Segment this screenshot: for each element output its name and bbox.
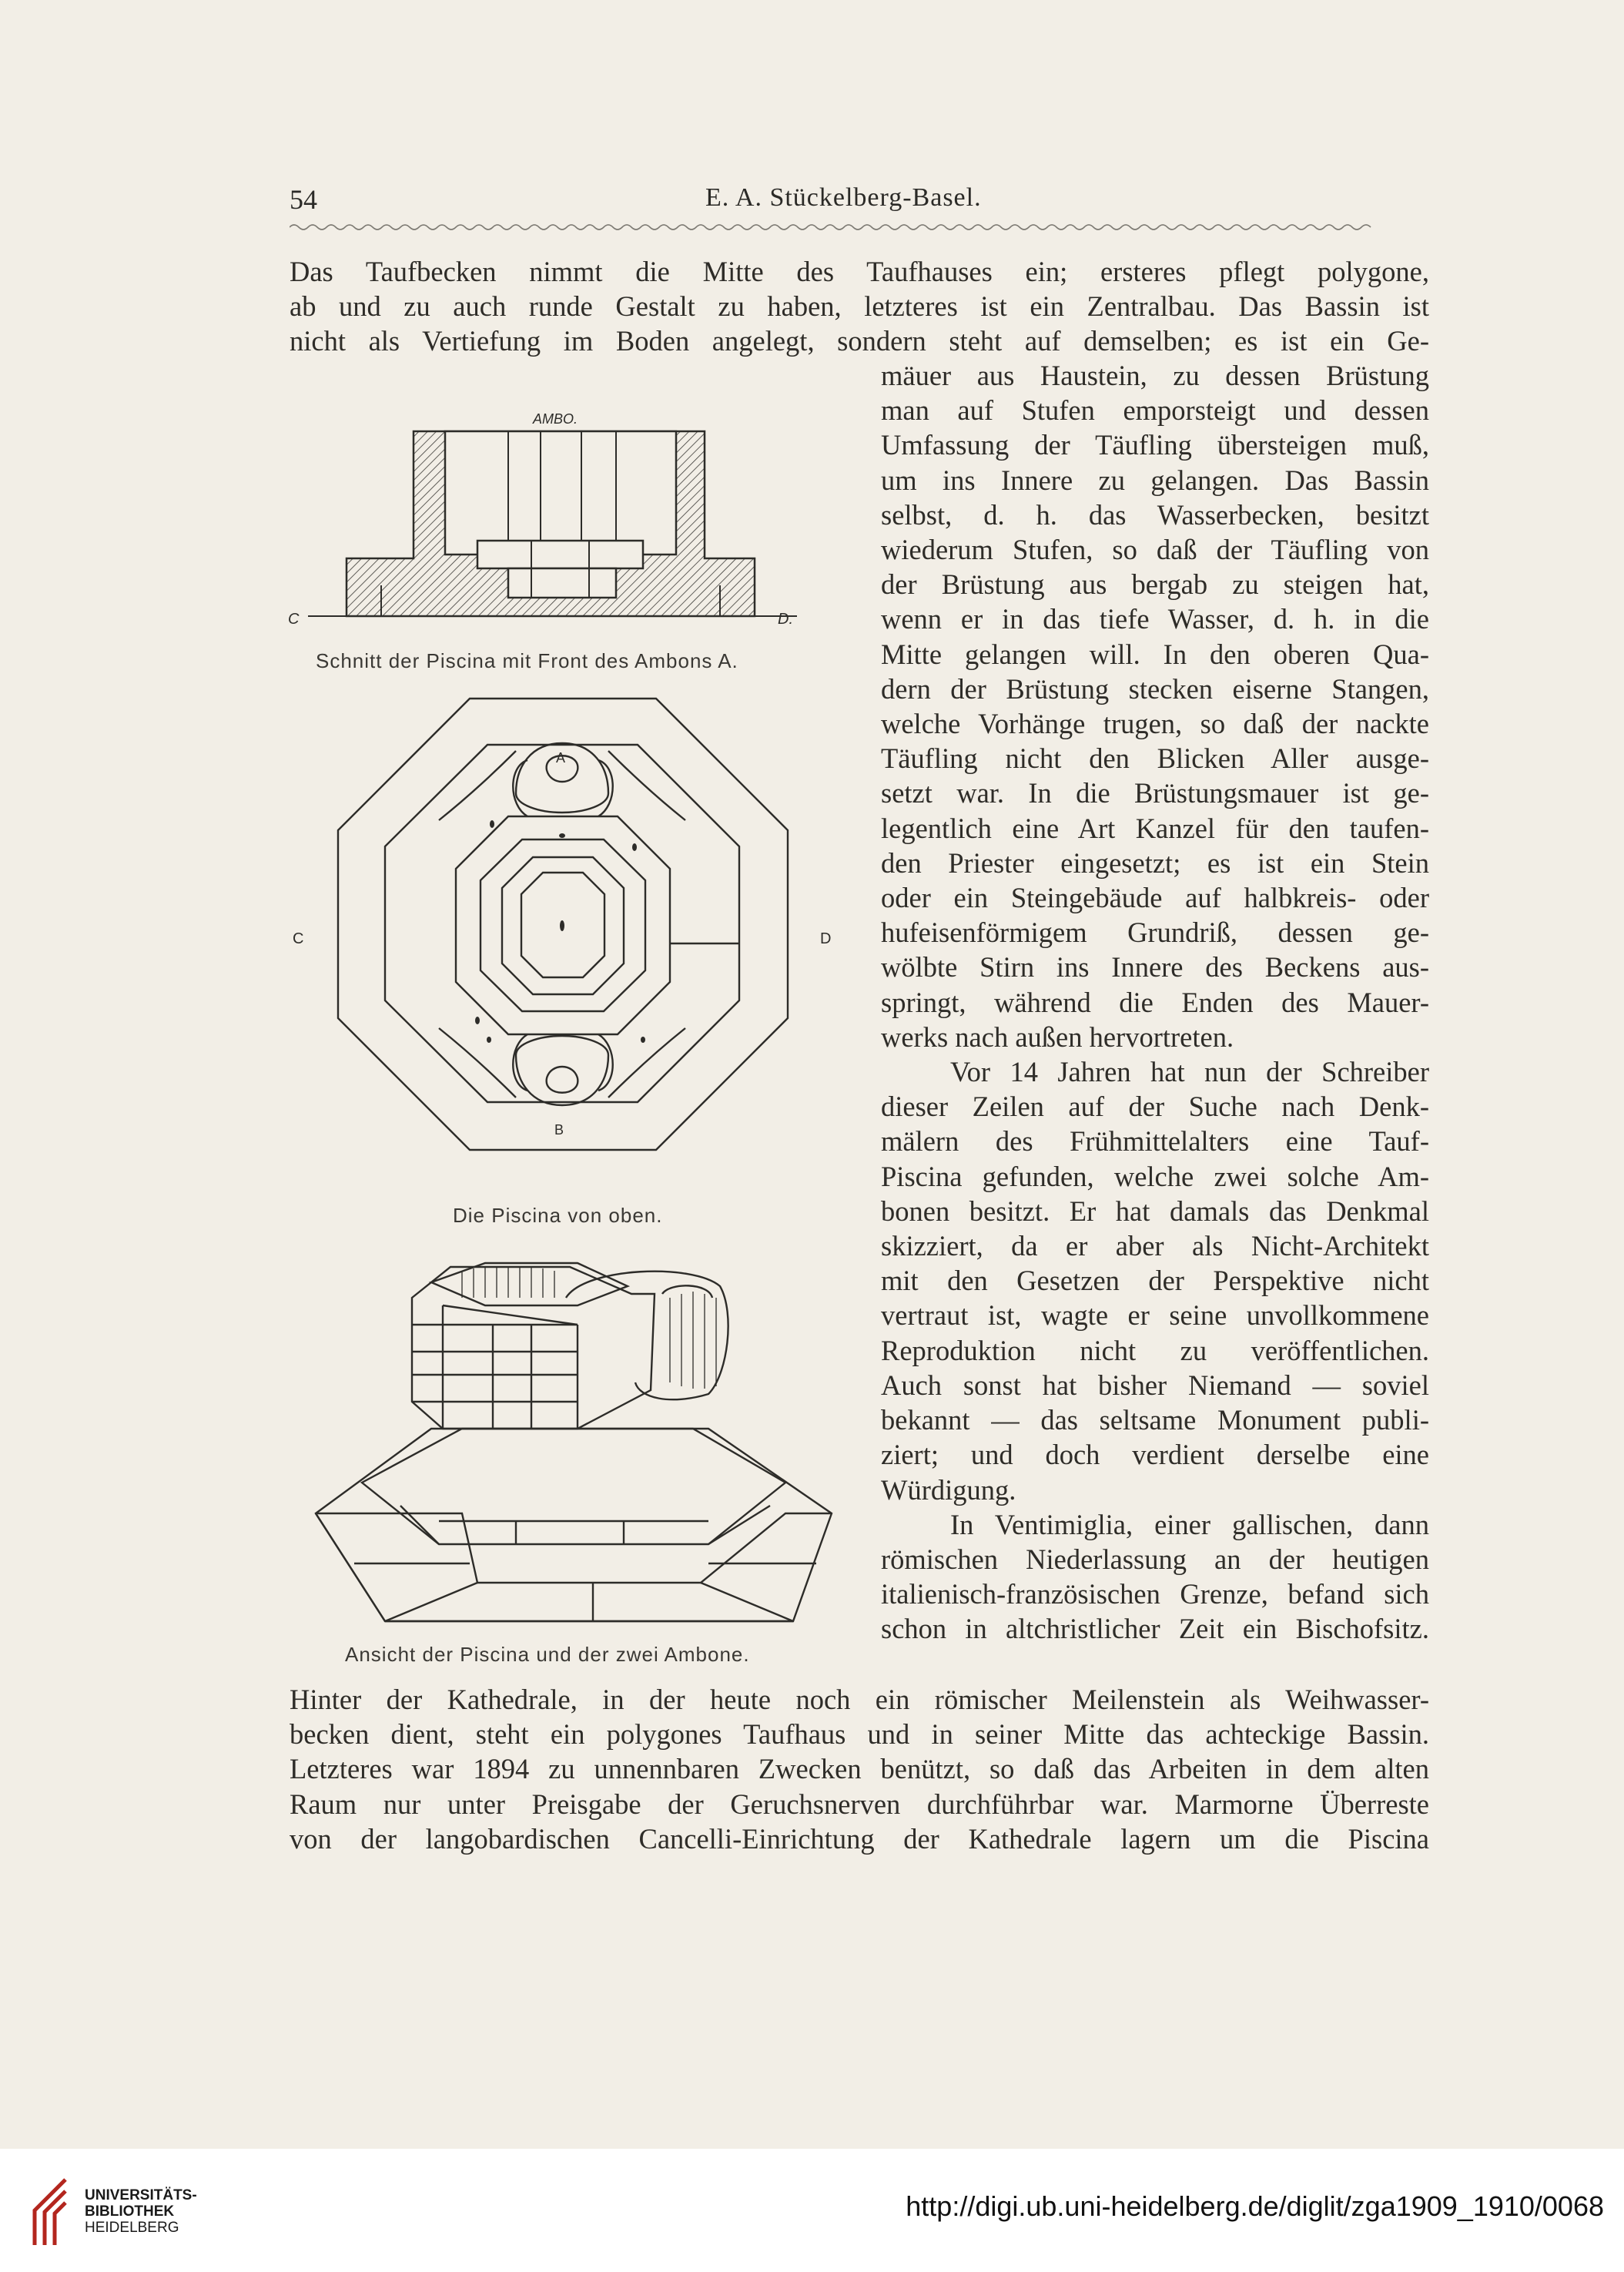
text-line: um ins Innere zu gelangen. Das Bassin [881, 464, 1429, 496]
text-line: Täufling nicht den Blicken Aller ausge- [881, 742, 1429, 775]
text-line: nicht als Vertiefung im Boden angelegt, sondern steht auf demselben; es ist ein Ge- [290, 325, 1429, 357]
perspective-drawing [308, 1252, 847, 1637]
text-line: bonen besitzt. Er hat damals das Denkmal [881, 1195, 1429, 1227]
library-name [85, 2187, 197, 2236]
text-line: wölbte Stirn ins Innere des Beckens aus- [881, 951, 1429, 984]
closing-paragraph [290, 1682, 1429, 1856]
caption-view: Ansicht der Piscina und der zwei Ambone. [345, 1643, 750, 1666]
text-line: ziert; und doch verdient derselbe eine [881, 1439, 1429, 1471]
text-line: Raum nur unter Preisgabe der Geruchsnerven durchführbar war. Marmorne Überreste [290, 1788, 1429, 1820]
text-line: dern der Brüstung stecken eiserne Stangen, [881, 672, 1429, 705]
text-line: skizziert, da er aber als Nicht-Architekt [881, 1230, 1429, 1262]
text-line: welche Vorhänge trugen, so daß der nackte [881, 708, 1429, 740]
text-line: springt, während die Enden des Mauer- [881, 986, 1429, 1018]
text-line: von der langobardischen Cancelli-Einrichtung der Kathedrale lagern um die Piscina [290, 1822, 1429, 1855]
text-line: der Brüstung aus bergab zu steigen hat, [881, 568, 1429, 601]
text-line: mälern des Frühmittelalters eine Tauf- [881, 1125, 1429, 1158]
label-d: D [820, 930, 832, 947]
text-line: mit den Gesetzen der Perspektive nicht [881, 1265, 1429, 1297]
university-library-logo-icon [23, 2172, 77, 2249]
running-title: E. A. Stückelberg-Basel. [705, 183, 982, 212]
text-line: bekannt — das seltsame Monument publi- [881, 1404, 1429, 1436]
section-drawing [285, 408, 824, 639]
text-line: dieser Zeilen auf der Suche nach Denk- [881, 1091, 1429, 1123]
text-line: wiederum Stufen, so daß der Täufling von [881, 534, 1429, 566]
label-a: A [556, 750, 566, 766]
text-line: legentlich eine Art Kanzel für den taufen- [881, 812, 1429, 844]
text-line: becken dient, steht ein polygones Taufhaus und in seiner Mitte das achteckige Bassin. [290, 1718, 1429, 1751]
text-line: man auf Stufen emporsteigt und dessen [881, 394, 1429, 427]
text-line: oder ein Steingebäude auf halbkreis- oder [881, 882, 1429, 914]
plan-drawing [285, 689, 839, 1198]
text-line: römischen Niederlassung an der heutigen [881, 1543, 1429, 1575]
caption-plan: Die Piscina von oben. [453, 1204, 663, 1227]
header-rule [290, 222, 1429, 233]
text-line: Piscina gefunden, welche zwei solche Am- [881, 1160, 1429, 1192]
page-number: 54 [290, 184, 317, 215]
text-line: mäuer aus Haustein, zu dessen Brüstung [881, 360, 1429, 391]
label-c: C [293, 930, 304, 947]
caption-section: Schnitt der Piscina mit Front des Ambons A. [316, 649, 738, 672]
text-line: wenn er in das tiefe Wasser, d. h. in die [881, 603, 1429, 635]
label-d: D. [778, 611, 793, 628]
text-line: ab und zu auch runde Gestalt zu haben, letzteres ist ein Zentralbau. Das Bassin ist [290, 290, 1429, 323]
label-b: B [554, 1122, 564, 1138]
text-line: werks nach außen hervortreten. [881, 1020, 1234, 1053]
text-line: vertraut ist, wagte er seine unvollkommene [881, 1299, 1429, 1332]
text-line: Mitte gelangen will. In den oberen Qua- [881, 638, 1429, 670]
text-line: selbst, d. h. das Wasserbecken, besitzt [881, 498, 1429, 531]
label-c: C [288, 611, 300, 628]
text-line: Würdigung. [881, 1473, 1016, 1506]
library-name-line: BIBLIOTHEK [85, 2203, 175, 2220]
library-name-line: UNIVERSITÄTS- [85, 2187, 197, 2203]
text-line: Letzteres war 1894 zu unnennbaren Zwecken benützt, so daß das Arbeiten in dem alten [290, 1753, 1429, 1785]
text-line: Vor 14 Jahren hat nun der Schreiber [950, 1056, 1429, 1088]
text-line: Auch sonst hat bisher Niemand — soviel [881, 1369, 1429, 1401]
text-line: In Ventimiglia, einer gallischen, dann [950, 1508, 1429, 1540]
text-line: hufeisenförmigem Grundriß, dessen ge- [881, 917, 1429, 949]
permalink-url[interactable]: http://digi.ub.uni-heidelberg.de/diglit/zga1909_1910/0068 [906, 2190, 1604, 2222]
text-line: Hinter der Kathedrale, in der heute noch ein römischer Meilenstein als Weihwasser- [290, 1684, 1429, 1715]
text-line: Das Taufbecken nimmt die Mitte des Taufhauses ein; ersteres pflegt polygone, [290, 256, 1429, 287]
text-line: italienisch-französischen Grenze, befand sich [881, 1578, 1429, 1610]
text-line: setzt war. In die Brüstungsmauer ist ge- [881, 777, 1429, 809]
intro-paragraph [290, 254, 1429, 359]
text-line: Umfassung der Täufling übersteigen muß, [881, 429, 1429, 461]
library-name-line: HEIDELBERG [85, 2220, 179, 2236]
text-line: den Priester eingesetzt; es ist ein Stein [881, 846, 1429, 879]
label-ambo: AMBO. [533, 411, 578, 427]
library-footer [0, 2149, 1624, 2272]
text-line: Reproduktion nicht zu veröffentlichen. [881, 1334, 1429, 1366]
text-line: schon in altchristlicher Zeit ein Bischofsitz. [881, 1613, 1429, 1645]
right-column-text [881, 358, 1429, 1647]
